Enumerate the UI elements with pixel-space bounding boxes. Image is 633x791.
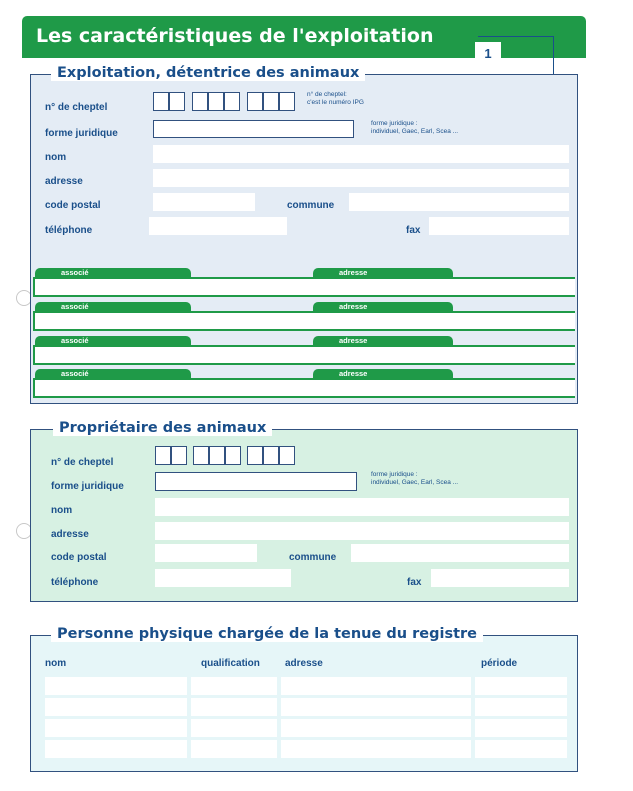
nom-field[interactable] bbox=[155, 498, 569, 516]
cheptel-label: n° de cheptel bbox=[51, 457, 114, 468]
column-header-qualification: qualification bbox=[201, 658, 260, 669]
qualification-cell[interactable] bbox=[191, 698, 277, 716]
adresse-cell[interactable] bbox=[281, 677, 471, 695]
column-header-adresse: adresse bbox=[285, 658, 323, 669]
column-header-nom: nom bbox=[45, 658, 67, 669]
cheptel-digit[interactable] bbox=[247, 92, 263, 111]
periode-cell[interactable] bbox=[475, 677, 567, 695]
forme-juridique-field[interactable] bbox=[155, 472, 357, 491]
adresse-tab: adresse bbox=[313, 302, 453, 312]
code-postal-field[interactable] bbox=[153, 193, 255, 211]
periode-cell[interactable] bbox=[475, 740, 567, 758]
associe-row bbox=[33, 302, 575, 330]
adresse-cell[interactable] bbox=[281, 719, 471, 737]
forme-juridique-label: forme juridique bbox=[45, 128, 118, 139]
nom-cell[interactable] bbox=[45, 677, 187, 695]
cheptel-digit[interactable] bbox=[169, 92, 185, 111]
proprietaire-panel bbox=[30, 420, 578, 602]
code-postal-label: code postal bbox=[51, 552, 107, 563]
adresse-field[interactable] bbox=[153, 169, 569, 187]
associe-row bbox=[33, 268, 575, 296]
commune-label: commune bbox=[287, 200, 335, 211]
associe-tab: associé bbox=[35, 369, 191, 379]
nom-label: nom bbox=[51, 505, 73, 516]
connector-line bbox=[478, 36, 554, 37]
cheptel-digit[interactable] bbox=[279, 92, 295, 111]
fax-field[interactable] bbox=[431, 569, 569, 587]
associe-tab: associé bbox=[35, 268, 191, 278]
cheptel-label: n° de cheptel bbox=[45, 102, 108, 113]
cheptel-digit[interactable] bbox=[155, 446, 171, 465]
qualification-cell[interactable] bbox=[191, 719, 277, 737]
cheptel-boxes[interactable] bbox=[153, 92, 305, 111]
nom-cell[interactable] bbox=[45, 719, 187, 737]
exploitation-panel bbox=[30, 65, 578, 404]
adresse-tab: adresse bbox=[313, 336, 453, 346]
forme-juridique-label: forme juridique bbox=[51, 481, 124, 492]
cheptel-digit[interactable] bbox=[263, 92, 279, 111]
adresse-cell[interactable] bbox=[281, 740, 471, 758]
cheptel-digit[interactable] bbox=[279, 446, 295, 465]
table-row bbox=[31, 719, 577, 737]
cheptel-boxes[interactable] bbox=[155, 446, 303, 465]
cheptel-digit[interactable] bbox=[192, 92, 208, 111]
qualification-cell[interactable] bbox=[191, 740, 277, 758]
nom-cell[interactable] bbox=[45, 740, 187, 758]
periode-cell[interactable] bbox=[475, 719, 567, 737]
column-header-periode: période bbox=[481, 658, 518, 669]
associe-row bbox=[33, 336, 575, 364]
associe-field[interactable] bbox=[33, 345, 575, 365]
adresse-label: adresse bbox=[51, 529, 89, 540]
associe-field[interactable] bbox=[33, 378, 575, 398]
cheptel-digit[interactable] bbox=[171, 446, 187, 465]
adresse-cell[interactable] bbox=[281, 698, 471, 716]
cheptel-digit[interactable] bbox=[208, 92, 224, 111]
registre-panel bbox=[30, 626, 578, 772]
cheptel-note: n° de cheptel: c'est le numéro IPG bbox=[307, 91, 364, 106]
adresse-label: adresse bbox=[45, 176, 83, 187]
telephone-label: téléphone bbox=[45, 225, 93, 236]
section-header bbox=[22, 16, 586, 61]
cheptel-digit[interactable] bbox=[153, 92, 169, 111]
telephone-field[interactable] bbox=[149, 217, 287, 235]
table-row bbox=[31, 740, 577, 758]
section-title: Les caractéristiques de l'exploitation bbox=[36, 25, 434, 47]
associe-tab: associé bbox=[35, 336, 191, 346]
cheptel-digit[interactable] bbox=[225, 446, 241, 465]
fax-label: fax bbox=[406, 225, 421, 236]
fax-label: fax bbox=[407, 577, 422, 588]
nom-field[interactable] bbox=[153, 145, 569, 163]
forme-juridique-note: forme juridique : individuel, Gaec, Earl, Scea ... bbox=[371, 471, 459, 486]
table-row bbox=[31, 698, 577, 716]
cheptel-digit[interactable] bbox=[224, 92, 240, 111]
associe-row bbox=[33, 369, 575, 397]
forme-juridique-field[interactable] bbox=[153, 120, 354, 138]
proprietaire-legend: Propriétaire des animaux bbox=[53, 420, 272, 436]
connector-line bbox=[553, 36, 554, 74]
associe-field[interactable] bbox=[33, 277, 575, 297]
adresse-tab: adresse bbox=[313, 268, 453, 278]
nom-cell[interactable] bbox=[45, 698, 187, 716]
registre-legend: Personne physique chargée de la tenue du registre bbox=[51, 626, 483, 642]
fax-field[interactable] bbox=[429, 217, 569, 235]
associe-tab: associé bbox=[35, 302, 191, 312]
code-postal-label: code postal bbox=[45, 200, 101, 211]
qualification-cell[interactable] bbox=[191, 677, 277, 695]
cheptel-digit[interactable] bbox=[209, 446, 225, 465]
periode-cell[interactable] bbox=[475, 698, 567, 716]
adresse-tab: adresse bbox=[313, 369, 453, 379]
commune-field[interactable] bbox=[349, 193, 569, 211]
cheptel-digit[interactable] bbox=[193, 446, 209, 465]
cheptel-digit[interactable] bbox=[247, 446, 263, 465]
code-postal-field[interactable] bbox=[155, 544, 257, 562]
commune-field[interactable] bbox=[351, 544, 569, 562]
forme-juridique-note: forme juridique : individuel, Gaec, Earl, Scea ... bbox=[371, 120, 459, 135]
associe-field[interactable] bbox=[33, 311, 575, 331]
nom-label: nom bbox=[45, 152, 67, 163]
section-number: 1 bbox=[475, 42, 501, 66]
cheptel-digit[interactable] bbox=[263, 446, 279, 465]
table-row bbox=[31, 677, 577, 695]
telephone-field[interactable] bbox=[155, 569, 291, 587]
telephone-label: téléphone bbox=[51, 577, 99, 588]
commune-label: commune bbox=[289, 552, 337, 563]
exploitation-legend: Exploitation, détentrice des animaux bbox=[51, 65, 365, 81]
adresse-field[interactable] bbox=[155, 522, 569, 540]
